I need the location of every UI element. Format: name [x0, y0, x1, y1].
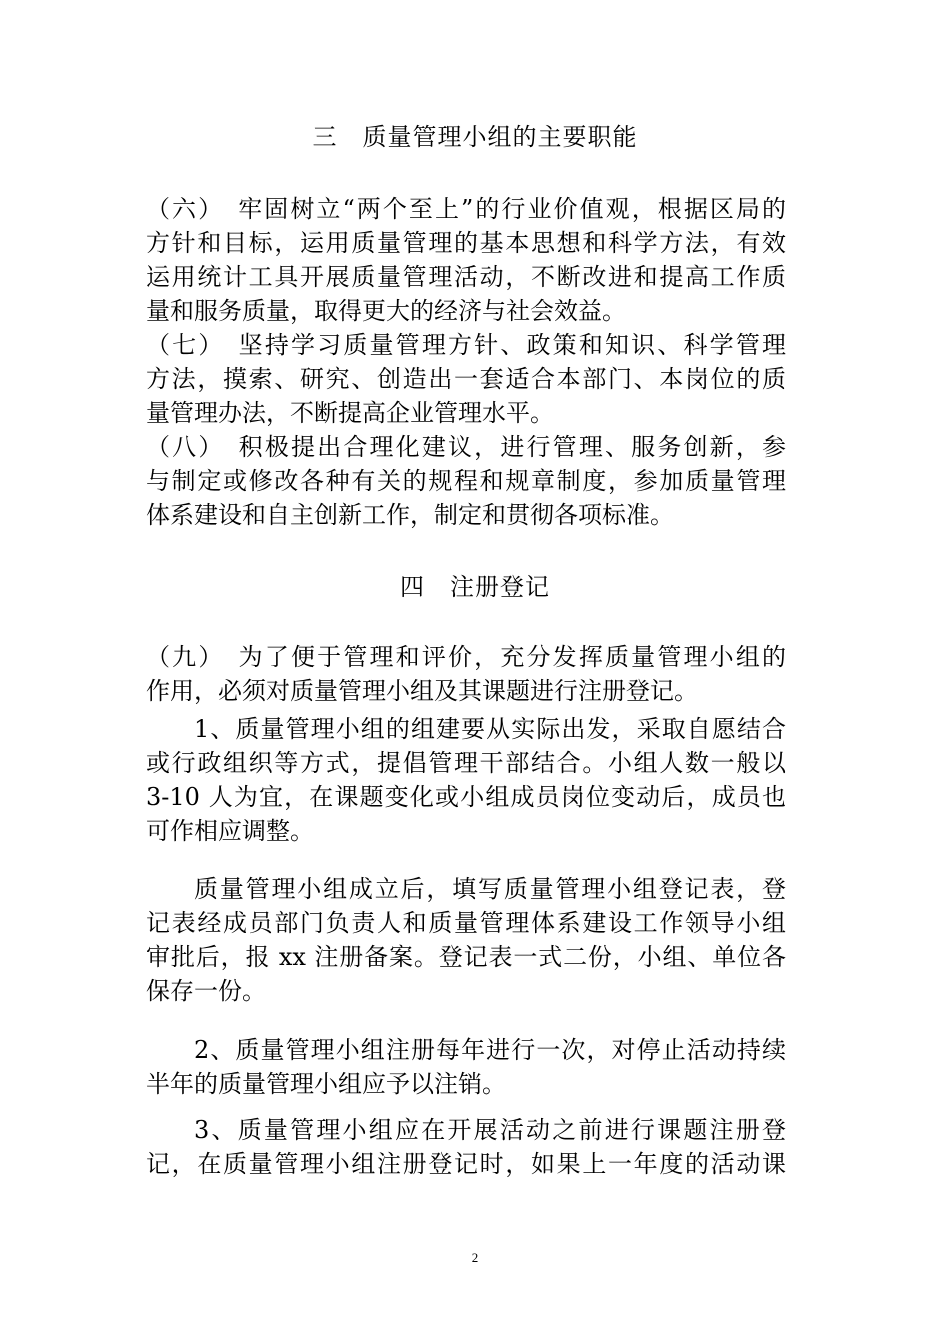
text-line: （七） 坚持学习质量管理方针、政策和知识、科学管理 — [146, 331, 786, 359]
text-line: 半年的质量管理小组应予以注销。 — [146, 1070, 506, 1098]
text-line: 审批后，报 xx 注册备案。登记表一式二份，小组、单位各 — [146, 943, 786, 971]
page-number: 2 — [471, 1250, 479, 1265]
text-line: 与制定或修改各种有关的规程和规章制度，参加质量管理 — [146, 467, 786, 495]
text-line: 1、质量管理小组的组建要从实际出发，采取自愿结合 — [194, 715, 786, 743]
text-line: 作用，必须对质量管理小组及其课题进行注册登记。 — [146, 677, 698, 705]
paragraph-clause-3 — [146, 1113, 786, 1181]
text-line: 方法，摸索、研究、创造出一套适合本部门、本岗位的质 — [146, 365, 786, 393]
text-line: 记表经成员部门负责人和质量管理体系建设工作领导小组 — [146, 909, 786, 937]
text-line: 量管理办法，不断提高企业管理水平。 — [146, 399, 554, 427]
text-line: 方针和目标，运用质量管理的基本思想和科学方法，有效 — [146, 229, 786, 257]
paragraph-item-6 — [146, 192, 786, 328]
text-line: 体系建设和自主创新工作，制定和贯彻各项标准。 — [146, 501, 674, 529]
paragraph-clause-2 — [146, 1033, 786, 1101]
paragraph-item-7 — [146, 328, 786, 430]
paragraph-clause-1 — [146, 712, 786, 848]
text-line: 或行政组织等方式，提倡管理干部结合。小组人数一般以 — [146, 749, 786, 777]
text-line: 保存一份。 — [146, 977, 266, 1005]
text-line: 运用统计工具开展质量管理活动，不断改进和提高工作质 — [146, 263, 786, 291]
text-line: 3-10 人为宜，在课题变化或小组成员岗位变动后，成员也 — [146, 783, 786, 811]
paragraph-item-9 — [146, 640, 786, 708]
text-line: 2、质量管理小组注册每年进行一次，对停止活动持续 — [194, 1036, 786, 1064]
section-heading-functions: 三 质量管理小组的主要职能 — [312, 123, 638, 151]
text-line: 质量管理小组成立后，填写质量管理小组登记表，登 — [194, 875, 786, 903]
text-line: 3、质量管理小组应在开展活动之前进行课题注册登 — [194, 1116, 786, 1144]
text-line: （九） 为了便于管理和评价，充分发挥质量管理小组的 — [146, 643, 786, 671]
text-line: （八） 积极提出合理化建议，进行管理、服务创新，参 — [146, 433, 786, 461]
paragraph-item-8 — [146, 430, 786, 532]
text-line: （六） 牢固树立“两个至上”的行业价值观，根据区局的 — [146, 195, 786, 223]
paragraph-registration-form — [146, 872, 786, 1008]
text-line: 可作相应调整。 — [146, 817, 314, 845]
text-line: 记，在质量管理小组注册登记时，如果上一年度的活动课 — [146, 1150, 786, 1178]
section-heading-registration: 四 注册登记 — [400, 573, 550, 601]
text-line: 量和服务质量，取得更大的经济与社会效益。 — [146, 297, 626, 325]
